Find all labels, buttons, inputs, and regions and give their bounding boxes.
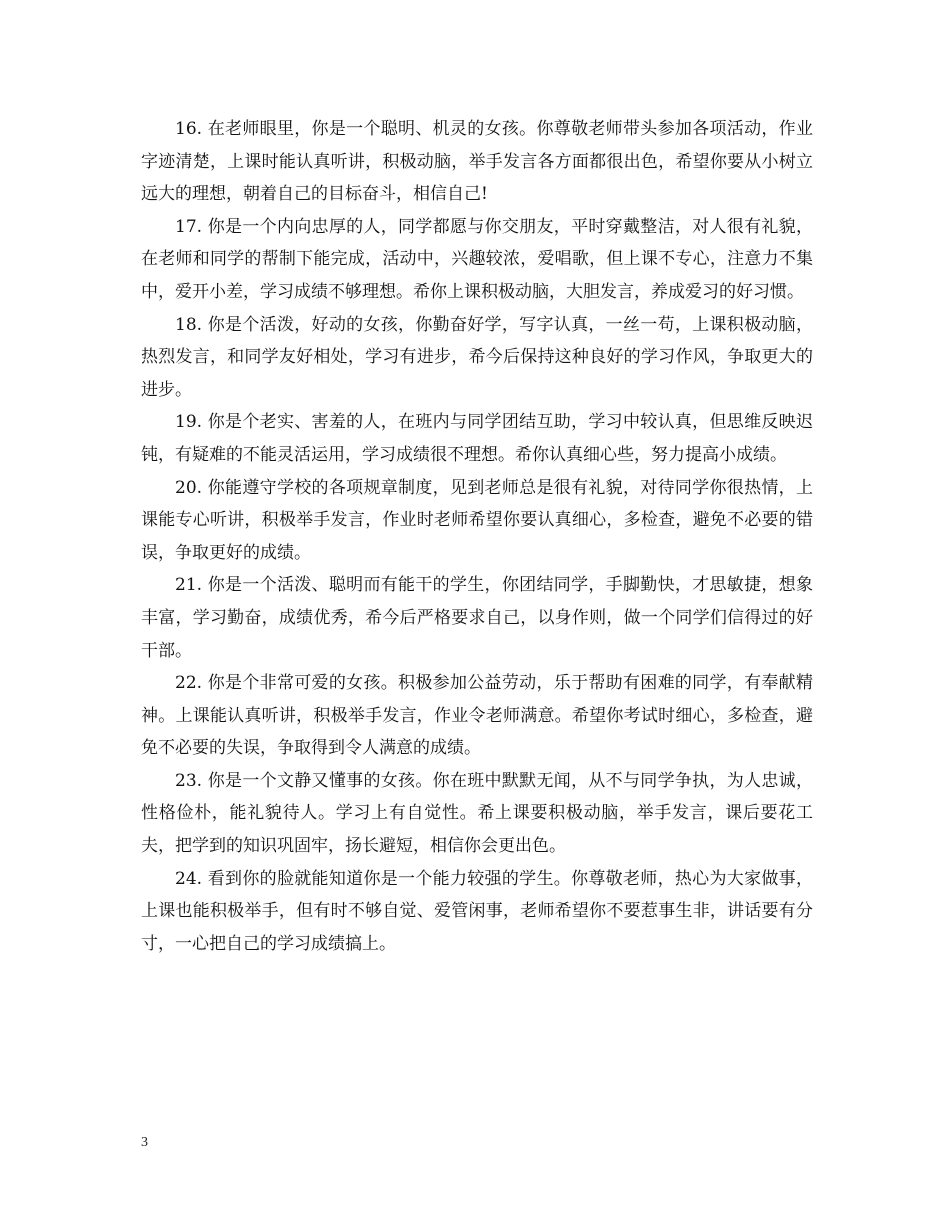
paragraph-18: 18. 你是个活泼，好动的女孩，你勤奋好学，写字认真，一丝一苟，上课积极动脑，热烈发言，和同学友好相处，学习有进步，希今后保持这种良好的学习作风，争取更大的进步。 — [141, 314, 813, 400]
paragraph-24: 24. 看到你的脸就能知道你是一个能力较强的学生。你尊敬老师，热心为大家做事，上课也能积极举手，但有时不够自觉、爱管闲事，老师希望你不要惹事生非，讲话要有分寸，一心把自己的学习成绩搞上。 — [141, 868, 813, 954]
paragraph-19: 19. 你是个老实、害羞的人，在班内与同学团结互助，学习中较认真，但思维反映迟钝，有疑难的不能灵活运用，学习成绩很不理想。希你认真细心些，努力提高小成绩。 — [141, 412, 813, 465]
paragraph-16: 16. 在老师眼里，你是一个聪明、机灵的女孩。你尊敬老师带头参加各项活动，作业字迹清楚，上课时能认真听讲，积极动脑，举手发言各方面都很出色，希望你要从小树立远大的理想，朝着自己的目标奋斗，相信自己! — [141, 119, 813, 205]
paragraph-20: 20. 你能遵守学校的各项规章制度，见到老师总是很有礼貌，对待同学你很热情，上课能专心听讲，积极举手发言，作业时老师希望你要认真细心，多检查，避免不必要的错误，争取更好的成绩。 — [141, 477, 813, 563]
paragraph-23: 23. 你是一个文静又懂事的女孩。你在班中默默无闻，从不与同学争执，为人忠诚，性格俭朴，能礼貌待人。学习上有自觉性。希上课要积极动脑，举手发言，课后要花工夫，把学到的知识巩固牢，扬长避短，相信你会更出色。 — [141, 770, 813, 857]
body-text — [141, 113, 813, 960]
paragraph-22: 22. 你是个非常可爱的女孩。积极参加公益劳动，乐于帮助有困难的同学，有奉献精神。上课能认真听讲，积极举手发言，作业令老师满意。希望你考试时细心，多检查，避免不必要的失误，争取得到令人满意的成绩。 — [141, 673, 813, 759]
paragraph-21: 21. 你是一个活泼、聪明而有能干的学生，你团结同学，手脚勤快，才思敏捷，想象丰富，学习勤奋，成绩优秀，希今后严格要求自己，以身作则，做一个同学们信得过的好干部。 — [141, 575, 813, 661]
page-number: 3 — [141, 1135, 148, 1150]
paragraph-17: 17. 你是一个内向忠厚的人，同学都愿与你交朋友，平时穿戴整洁，对人很有礼貌，在老师和同学的帮制下能完成，活动中，兴趣较浓，爱唱歌，但上课不专心，注意力不集中，爱开小差，学习成绩不够理想。希你上课积极动脑，大胆发言，养成爱习的好习惯。 — [141, 216, 813, 302]
